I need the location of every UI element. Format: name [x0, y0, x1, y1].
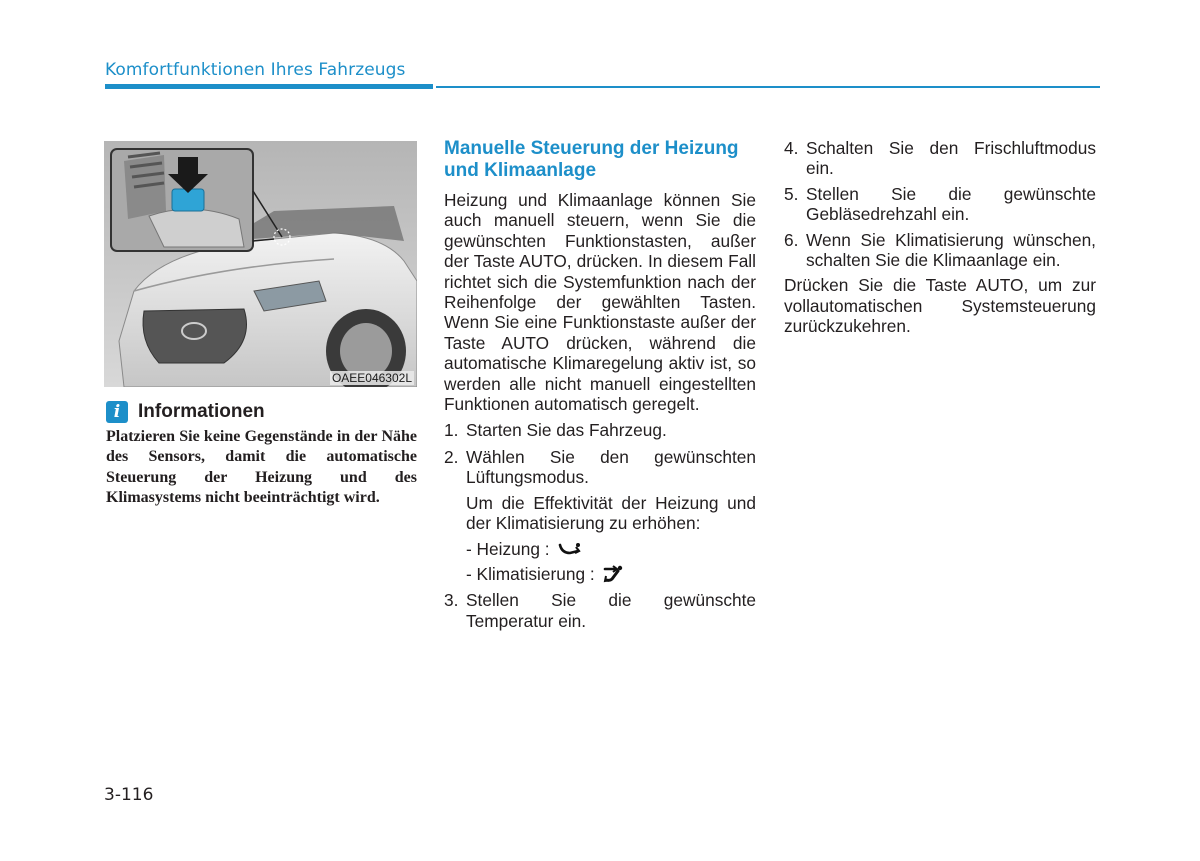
floor-vent-icon — [558, 542, 582, 556]
step-number: 4. — [784, 138, 799, 158]
step-text: Starten Sie das Fahrzeug. — [466, 420, 667, 441]
step-3 — [444, 590, 756, 631]
page-number: 3-116 — [104, 785, 154, 805]
cooling-label: - Klimatisierung : — [466, 563, 595, 584]
info-heading — [106, 398, 417, 426]
step-number: 1. — [444, 420, 459, 441]
step-text: Wählen Sie den gewünschten Lüftungsmodus. — [466, 446, 756, 488]
info-box — [106, 398, 417, 509]
step-number: 2. — [444, 446, 459, 467]
step-2-note: Um die Effektivität der Heizung und der Klimatisierung zu erhöhen: — [466, 492, 756, 534]
heating-mode-line — [444, 539, 756, 559]
column-middle — [444, 138, 756, 631]
section-outro: Drücken Sie die Taste AUTO, um zur vollautomatischen Systemsteuerung zurückzukehren. — [784, 275, 1096, 337]
face-floor-vent-icon — [603, 565, 625, 583]
heating-label: - Heizung : — [466, 538, 550, 559]
step-4 — [784, 138, 1096, 179]
step-text: Wenn Sie Klimatisierung wünschen, schalten Sie die Klimaanlage ein. — [806, 229, 1096, 271]
step-6 — [784, 230, 1096, 271]
info-icon: i — [106, 401, 128, 423]
header-rule-thick — [105, 84, 433, 89]
section-title: Manuelle Steuerung der Heizung und Klimaanlage — [444, 138, 739, 181]
step-text: Stellen Sie die gewünschte Gebläsedrehzahl ein. — [806, 183, 1096, 225]
step-text: Schalten Sie den Frischluftmodus ein. — [806, 138, 1096, 179]
column-right — [784, 138, 1096, 337]
step-number: 5. — [784, 183, 799, 204]
info-title: Informationen — [138, 401, 265, 422]
step-number: 3. — [444, 590, 459, 611]
cooling-mode-line — [444, 564, 756, 584]
figure-code: OAEE046302L — [331, 371, 412, 385]
step-2 — [444, 447, 756, 488]
info-text: Platzieren Sie keine Gegenstände in der Nähe des Sensors, damit die automatische Steuerung der Heizung und des Klimasystems nicht beeinträchtigt wird. — [106, 428, 417, 507]
header-title: Komfortfunktionen Ihres Fahrzeugs — [105, 60, 406, 80]
step-number: 6. — [784, 229, 799, 250]
car-sensor-illustration — [104, 141, 417, 387]
step-1 — [444, 420, 756, 440]
step-5 — [784, 184, 1096, 225]
header-rule-thin — [436, 86, 1100, 88]
section-intro: Heizung und Klimaanlage können Sie auch manuell steuern, wenn Sie die gewünschten Funktionstasten, außer der Taste AUTO, drücken. In diesem Fall richtet sich die Systemfunktion nach der Reihenfolge der gewählten Tasten. Wenn Sie eine Funktionstaste außer der Taste AUTO drücken, während die automatische Klimaregelung aktiv ist, so werden alle nicht manuell eingestellten Funktionen automatisch geregelt. — [444, 190, 756, 415]
sensor-figure — [104, 141, 417, 387]
step-text: Stellen Sie die gewünschte Temperatur ein. — [466, 590, 756, 631]
